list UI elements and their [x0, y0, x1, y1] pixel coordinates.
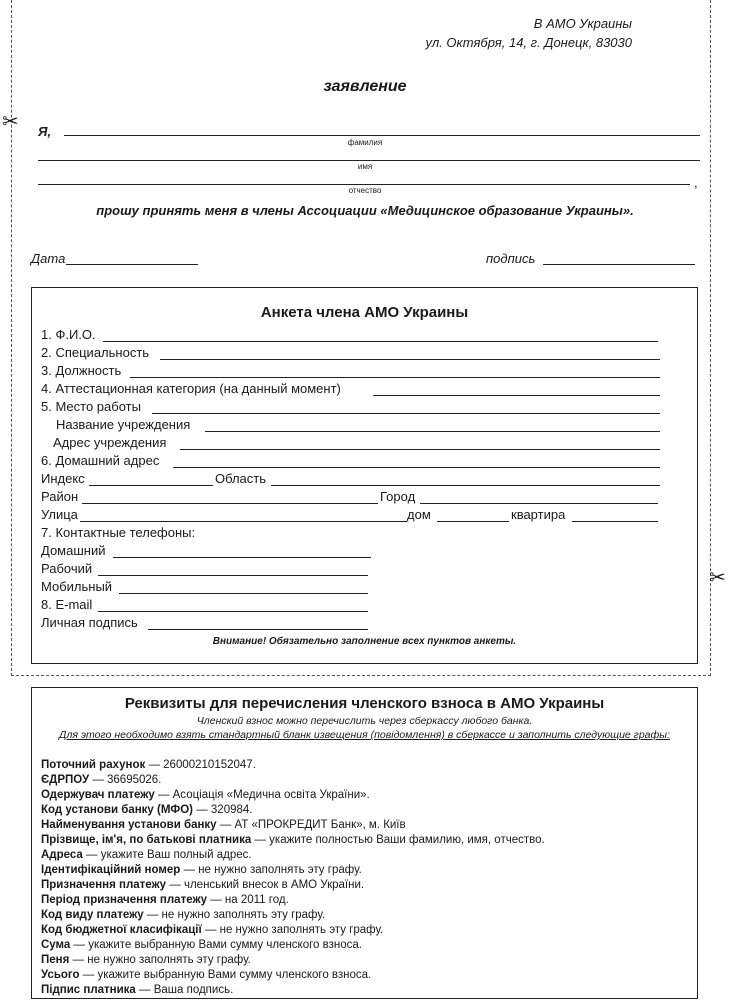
requisite-value: — укажите выбранную Вами сумму членского взноса.: [70, 939, 362, 951]
city-line[interactable]: [420, 503, 658, 504]
house-label: дом: [407, 507, 431, 522]
requisite-value: — укажите Ваш полный адрес.: [82, 849, 252, 861]
requisite-item: [41, 803, 252, 817]
patronymic-line[interactable]: [38, 184, 690, 185]
requisite-value: — Ваша подпись.: [135, 984, 234, 996]
mobile-phone-line[interactable]: [119, 593, 368, 594]
comma: ,: [694, 175, 698, 190]
district-line[interactable]: [82, 503, 378, 504]
requisite-label: Поточний рахунок: [41, 759, 146, 771]
requisite-value: — членський внесок в АМО України.: [166, 879, 365, 891]
street-line[interactable]: [80, 521, 407, 522]
index-line[interactable]: [89, 485, 213, 486]
home-address-line[interactable]: [173, 467, 660, 468]
requisite-label: Прізвище, ім'я, по батькові платника: [41, 834, 252, 846]
date-label: Дата: [31, 251, 66, 266]
requisite-item: [41, 833, 545, 847]
house-line[interactable]: [437, 521, 509, 522]
signature-line[interactable]: [543, 264, 695, 265]
institution-address-line[interactable]: [180, 449, 660, 450]
fio-line[interactable]: [103, 341, 658, 342]
requisite-label: ЄДРПОУ: [41, 774, 90, 786]
patronymic-caption: отчество: [348, 186, 382, 195]
home-phone-label: Домашний: [41, 543, 106, 558]
city-label: Город: [380, 489, 416, 504]
personal-signature-label: Личная подпись: [41, 615, 138, 630]
fio-label: 1. Ф.И.О.: [41, 327, 96, 342]
apartment-label: квартира: [511, 507, 566, 522]
requisite-item: [41, 983, 233, 997]
requisite-value: — не нужно заполнять эту графу.: [180, 864, 362, 876]
category-label: 4. Аттестационная категория (на данный момент): [41, 381, 341, 396]
requisite-value: — Асоціація «Медична освіта України».: [154, 789, 370, 801]
requisite-label: Код виду платежу: [41, 909, 144, 921]
personal-signature-line[interactable]: [148, 629, 368, 630]
membership-request: прошу принять меня в члены Ассоциации «Медицинское образование Украины».: [96, 203, 634, 218]
requisite-label: Одержувач платежу: [41, 789, 155, 801]
questionnaire-title: Анкета члена АМО Украины: [260, 304, 469, 321]
requisite-label: Код установи банку (МФО): [41, 804, 194, 816]
recipient-line: В АМО Украины: [533, 16, 632, 31]
requisites-subtitle: Членский взнос можно перечислить через сберкассу любого банка.: [196, 715, 533, 727]
requisite-label: Усього: [41, 969, 80, 981]
warning-text: Внимание! Обязательно заполнение всех пунктов анкеты.: [212, 636, 517, 647]
requisite-label: Сума: [41, 939, 71, 951]
requisite-item: [41, 863, 362, 877]
requisite-item: [41, 788, 370, 802]
requisite-value: — укажите полностью Ваши фамилию, имя, отчество.: [251, 834, 545, 846]
requisite-label: Ідентифікаційний номер: [41, 864, 181, 876]
ya-label: Я,: [38, 124, 52, 139]
region-line[interactable]: [271, 485, 660, 486]
home-address-label: 6. Домашний адрес: [41, 453, 160, 468]
questionnaire-box: [31, 287, 698, 664]
requisite-value: — не нужно заполнять эту графу.: [143, 909, 326, 921]
signature-label: подпись: [486, 251, 536, 266]
requisite-label: Адреса: [41, 849, 83, 861]
requisite-item: [41, 818, 406, 832]
home-phone-line[interactable]: [113, 557, 371, 558]
street-label: Улица: [41, 507, 78, 522]
requisite-value: — укажите выбранную Вами сумму членского взноса.: [79, 969, 372, 981]
requisite-item: [41, 758, 256, 772]
requisite-label: Підпис платника: [41, 984, 136, 996]
institution-name-line[interactable]: [205, 431, 660, 432]
requisite-label: Призначення платежу: [41, 879, 167, 891]
requisite-value: — не нужно заполнять эту графу.: [201, 924, 384, 936]
name-caption: имя: [357, 162, 373, 171]
requisite-value: — 320984.: [193, 804, 253, 816]
institution-name-label: Название учреждения: [56, 417, 191, 432]
scissors-icon: ✂: [709, 567, 726, 589]
position-line[interactable]: [130, 377, 660, 378]
date-line[interactable]: [66, 264, 198, 265]
work-phone-line[interactable]: [98, 575, 368, 576]
requisite-value: — АТ «ПРОКРЕДИТ Банк», м. Київ: [216, 819, 406, 831]
institution-address-label: Адрес учреждения: [53, 435, 167, 450]
work-phone-label: Рабочий: [41, 561, 93, 576]
requisite-value: — 36695026.: [89, 774, 162, 786]
district-label: Район: [41, 489, 79, 504]
apartment-line[interactable]: [572, 521, 658, 522]
recipient-address: ул. Октября, 14, г. Донецк, 83030: [425, 35, 632, 50]
requisite-label: Період призначення платежу: [41, 894, 208, 906]
name-line[interactable]: [38, 160, 700, 161]
scissors-icon: ✂: [2, 111, 19, 133]
surname-line[interactable]: [64, 135, 700, 136]
specialty-label: 2. Специальность: [41, 345, 150, 360]
requisite-value: — на 2011 год.: [207, 894, 289, 906]
specialty-line[interactable]: [160, 359, 660, 360]
requisites-instruction: Для этого необходимо взять стандартный бланк извещения (повідомлення) в сберкассе и заполнить следующие графы:: [59, 729, 670, 741]
requisites-title: Реквизиты для перечисления членского взноса в АМО Украины: [124, 695, 605, 712]
requisite-label: Код бюджетної класифікації: [41, 924, 202, 936]
requisite-value: — не нужно заполнять эту графу.: [69, 954, 251, 966]
requisite-item: [41, 923, 383, 937]
application-title: заявление: [323, 78, 407, 95]
requisite-item: [41, 848, 252, 862]
requisite-label: Найменування установи банку: [41, 819, 217, 831]
email-label: 8. E-mail: [41, 597, 93, 612]
requisite-item: [41, 773, 161, 787]
workplace-line[interactable]: [152, 413, 660, 414]
requisite-value: — 26000210152047.: [145, 759, 256, 771]
phones-label: 7. Контактные телефоны:: [41, 525, 196, 540]
category-line[interactable]: [373, 395, 660, 396]
requisite-item: [41, 953, 251, 967]
requisite-item: [41, 908, 325, 922]
requisite-item: [41, 893, 289, 907]
surname-caption: фамилия: [347, 138, 383, 147]
requisite-label: Пеня: [41, 954, 70, 966]
workplace-label: 5. Место работы: [41, 399, 141, 414]
email-line[interactable]: [98, 611, 368, 612]
index-label: Индекс: [41, 471, 85, 486]
position-label: 3. Должность: [41, 363, 122, 378]
mobile-phone-label: Мобильный: [41, 579, 113, 594]
requisite-item: [41, 968, 371, 982]
requisite-item: [41, 878, 364, 892]
requisite-item: [41, 938, 362, 952]
region-label: Область: [215, 471, 267, 486]
